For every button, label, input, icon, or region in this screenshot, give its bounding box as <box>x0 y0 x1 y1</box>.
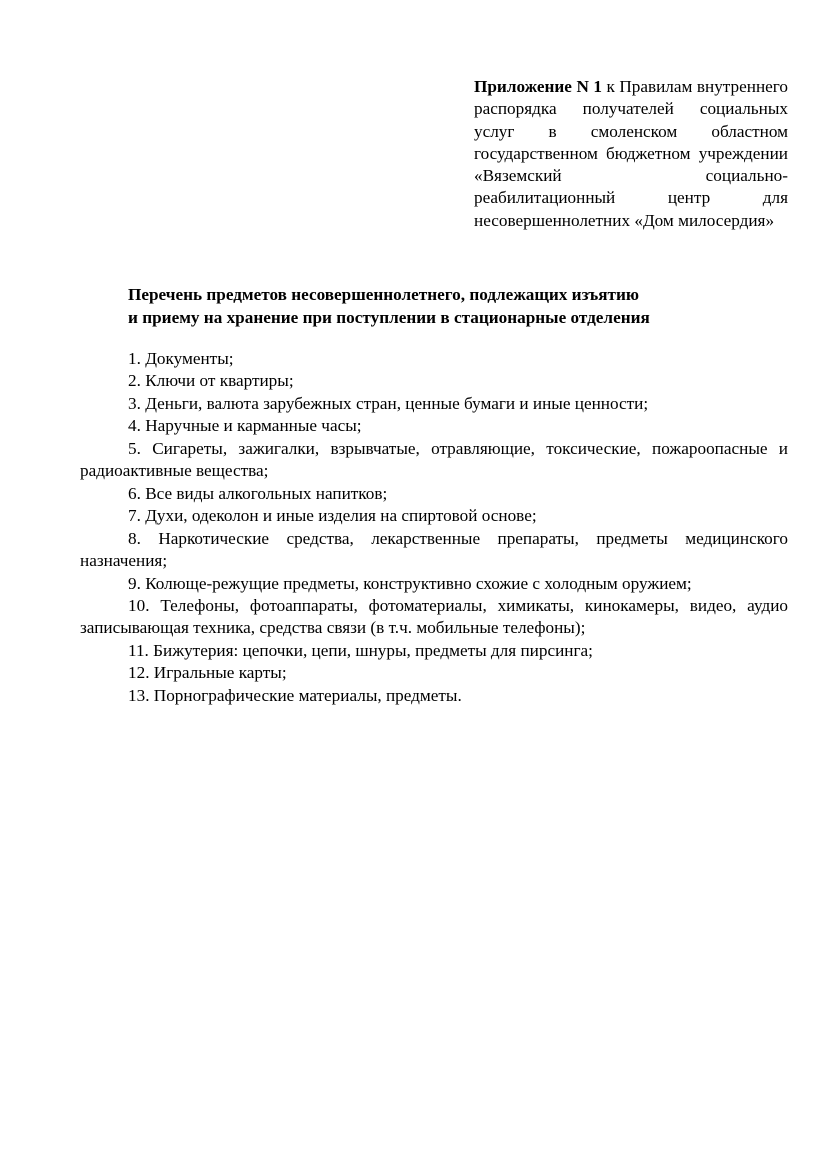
list-item: 8. Наркотические средства, лекарственные препараты, предметы медицинского назначения; <box>80 528 788 571</box>
list-item: 1. Документы; <box>128 349 234 368</box>
list-item: 10. Телефоны, фотоаппараты, фотоматериалы, химикаты, кинокамеры, видео, аудио записывающая техника, средства связи (в т.ч. мобильные телефоны); <box>80 595 788 638</box>
list-item: 9. Колюще-режущие предметы, конструктивно схожие с холодным оружием; <box>128 573 692 593</box>
list-item: 13. Порнографические материалы, предметы. <box>128 685 462 705</box>
appendix-header <box>474 76 788 232</box>
list-item: 7. Духи, одеколон и иные изделия на спиртовой основе; <box>128 506 537 526</box>
list-item: 4. Наручные и карманные часы; <box>128 416 362 436</box>
appendix-title: Приложение N 1 <box>474 77 602 96</box>
list-item: 2. Ключи от квартиры; <box>128 371 294 391</box>
list-item: 3. Деньги, валюта зарубежных стран, ценные бумаги и иные ценности; <box>128 393 649 413</box>
list-item: 5. Сигареты, зажигалки, взрывчатые, отравляющие, токсические, пожароопасные и радиоактивные вещества; <box>80 438 788 481</box>
document-heading <box>128 284 788 329</box>
list-item: 6. Все виды алкогольных напитков; <box>128 483 388 503</box>
items-list <box>80 348 788 707</box>
heading-line-1: Перечень предметов несовершеннолетнего, подлежащих изъятию <box>128 285 639 304</box>
list-item: 12. Игральные карты; <box>128 663 287 683</box>
appendix-text: к Правилам внутреннего распорядка получателей социальных услуг в смоленском областном государственном бюджетном учреждении «Вяземский социально-реабилитационный центр для несовершеннолетних «Дом милосердия» <box>474 77 788 230</box>
list-item: 11. Бижутерия: цепочки, цепи, шнуры, предметы для пирсинга; <box>128 640 593 660</box>
heading-line-2: и приему на хранение при поступлении в стационарные отделения <box>128 307 650 327</box>
